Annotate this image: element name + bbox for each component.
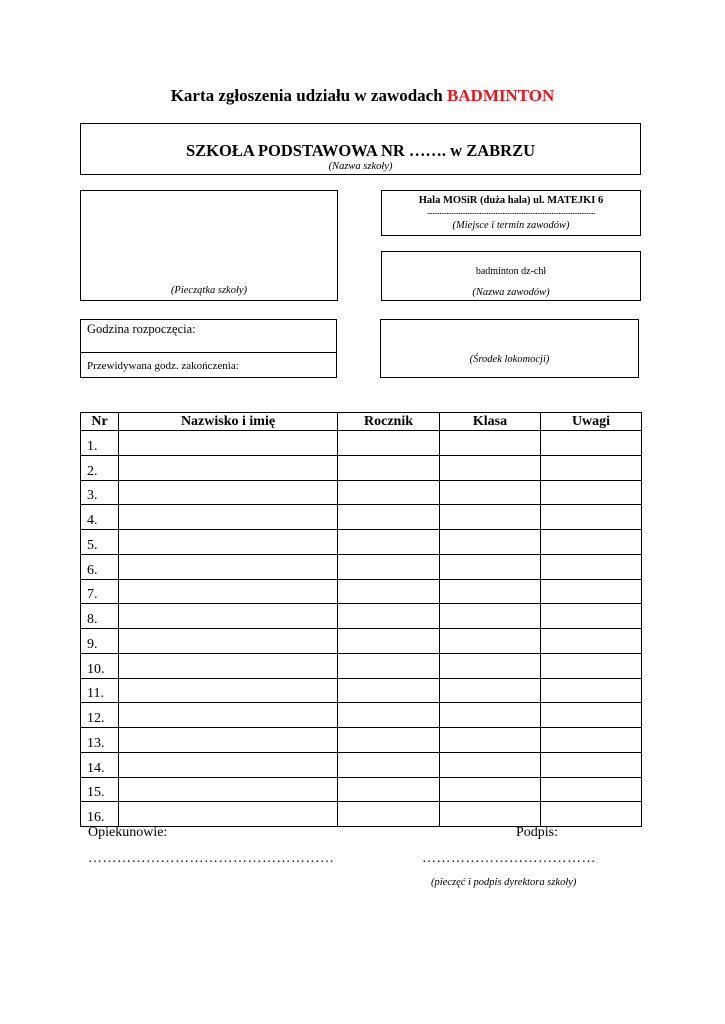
table-row <box>81 455 642 480</box>
class-cell[interactable] <box>440 629 541 654</box>
school-name: SZKOŁA PODSTAWOWA NR ……. w ZABRZU <box>185 141 535 160</box>
school-stamp-box <box>80 190 338 301</box>
year-cell[interactable] <box>338 579 440 604</box>
notes-cell[interactable] <box>541 703 642 728</box>
header-class: Klasa <box>440 413 541 431</box>
name-cell[interactable] <box>119 480 338 505</box>
table-row <box>81 678 642 703</box>
school-caption: (Nazwa szkoły) <box>328 161 393 172</box>
table-row <box>81 530 642 555</box>
event-name: badminton dz-chł <box>475 266 547 277</box>
start-time-label: Godzina rozpoczęcia: <box>87 322 196 336</box>
row-number: 14. <box>81 752 119 777</box>
signature-caption: (pieczęć i podpis dyrektora szkoły) <box>431 877 577 888</box>
guardians-label: Opiekunowie: <box>88 825 168 840</box>
table-row <box>81 752 642 777</box>
table-row <box>81 703 642 728</box>
notes-cell[interactable] <box>541 678 642 703</box>
table-header-row <box>81 413 642 431</box>
row-number: 8. <box>81 604 119 629</box>
notes-cell[interactable] <box>541 554 642 579</box>
notes-cell[interactable] <box>541 728 642 753</box>
year-cell[interactable] <box>338 604 440 629</box>
name-cell[interactable] <box>119 530 338 555</box>
class-cell[interactable] <box>440 604 541 629</box>
row-number: 13. <box>81 728 119 753</box>
name-cell[interactable] <box>119 752 338 777</box>
table-row <box>81 728 642 753</box>
transport-box <box>380 319 639 378</box>
name-cell[interactable] <box>119 653 338 678</box>
year-cell[interactable] <box>338 678 440 703</box>
class-cell[interactable] <box>440 678 541 703</box>
name-cell[interactable] <box>119 455 338 480</box>
name-cell[interactable] <box>119 703 338 728</box>
class-cell[interactable] <box>440 455 541 480</box>
name-cell[interactable] <box>119 777 338 802</box>
class-cell[interactable] <box>440 728 541 753</box>
year-cell[interactable] <box>338 752 440 777</box>
notes-cell[interactable] <box>541 777 642 802</box>
name-cell[interactable] <box>119 728 338 753</box>
year-cell[interactable] <box>338 554 440 579</box>
row-number: 9. <box>81 629 119 654</box>
row-number: 11. <box>81 678 119 703</box>
row-number: 6. <box>81 554 119 579</box>
transport-caption: (Środek lokomocji) <box>469 354 550 365</box>
signature-dotted-line: ……………………………… <box>422 851 596 866</box>
notes-cell[interactable] <box>541 653 642 678</box>
event-box <box>381 251 641 301</box>
venue-box <box>381 190 641 236</box>
stamp-caption: (Pieczątka szkoły) <box>170 285 248 296</box>
notes-cell[interactable] <box>541 530 642 555</box>
class-cell[interactable] <box>440 752 541 777</box>
header-notes: Uwagi <box>541 413 642 431</box>
time-divider <box>81 352 336 353</box>
row-number: 15. <box>81 777 119 802</box>
table-row <box>81 480 642 505</box>
class-cell[interactable] <box>440 653 541 678</box>
year-cell[interactable] <box>338 653 440 678</box>
year-cell[interactable] <box>338 629 440 654</box>
name-cell[interactable] <box>119 678 338 703</box>
row-number: 3. <box>81 480 119 505</box>
name-cell[interactable] <box>119 431 338 456</box>
year-cell[interactable] <box>338 530 440 555</box>
guardians-dotted-line: …………………………………………… <box>88 851 335 866</box>
notes-cell[interactable] <box>541 802 642 827</box>
end-time-label: Przewidywana godz. zakończenia: <box>87 360 239 372</box>
year-cell[interactable] <box>338 777 440 802</box>
table-row <box>81 629 642 654</box>
time-box <box>80 319 337 378</box>
event-caption: (Nazwa zawodów) <box>472 287 550 298</box>
row-number: 4. <box>81 505 119 530</box>
signature-label: Podpis: <box>516 825 559 840</box>
class-cell[interactable] <box>440 579 541 604</box>
table-row <box>81 431 642 456</box>
name-cell[interactable] <box>119 604 338 629</box>
name-cell[interactable] <box>119 554 338 579</box>
row-number: 5. <box>81 530 119 555</box>
form-title-text: Karta zgłoszenia udziału w zawodach <box>170 86 443 105</box>
class-cell[interactable] <box>440 480 541 505</box>
notes-cell[interactable] <box>541 752 642 777</box>
form-title-sport: BADMINTON <box>446 86 555 105</box>
venue-value: Hala MOSiR (duża hala) ul. MATEJKI 6 <box>418 195 604 206</box>
year-cell[interactable] <box>338 431 440 456</box>
notes-cell[interactable] <box>541 579 642 604</box>
table-row <box>81 505 642 530</box>
class-cell[interactable] <box>440 554 541 579</box>
notes-cell[interactable] <box>541 455 642 480</box>
venue-dotted-line: ................................................................................................ <box>427 206 595 216</box>
name-cell[interactable] <box>119 579 338 604</box>
notes-cell[interactable] <box>541 505 642 530</box>
row-number: 1. <box>81 431 119 456</box>
year-cell[interactable] <box>338 728 440 753</box>
row-number: 2. <box>81 455 119 480</box>
class-cell[interactable] <box>440 802 541 827</box>
year-cell[interactable] <box>338 455 440 480</box>
year-cell[interactable] <box>338 505 440 530</box>
header-nr: Nr <box>81 413 119 431</box>
name-cell[interactable] <box>119 802 338 827</box>
table-row <box>81 579 642 604</box>
row-number: 7. <box>81 579 119 604</box>
name-cell[interactable] <box>119 505 338 530</box>
row-number: 10. <box>81 653 119 678</box>
notes-cell[interactable] <box>541 629 642 654</box>
venue-caption: (Miejsce i termin zawodów) <box>452 220 570 231</box>
table-row <box>81 802 642 827</box>
school-name-box <box>80 123 641 175</box>
class-cell[interactable] <box>440 530 541 555</box>
notes-cell[interactable] <box>541 480 642 505</box>
class-cell[interactable] <box>440 777 541 802</box>
row-number: 12. <box>81 703 119 728</box>
class-cell[interactable] <box>440 505 541 530</box>
notes-cell[interactable] <box>541 604 642 629</box>
name-cell[interactable] <box>119 629 338 654</box>
header-year: Rocznik <box>338 413 440 431</box>
participants-table <box>80 412 642 827</box>
year-cell[interactable] <box>338 480 440 505</box>
row-number: 16. <box>81 802 119 827</box>
table-body <box>81 431 642 827</box>
class-cell[interactable] <box>440 431 541 456</box>
table-row <box>81 777 642 802</box>
year-cell[interactable] <box>338 703 440 728</box>
table-row <box>81 653 642 678</box>
form-title <box>0 86 725 106</box>
year-cell[interactable] <box>338 802 440 827</box>
notes-cell[interactable] <box>541 431 642 456</box>
table-row <box>81 554 642 579</box>
table-row <box>81 604 642 629</box>
header-name: Nazwisko i imię <box>119 413 338 431</box>
class-cell[interactable] <box>440 703 541 728</box>
